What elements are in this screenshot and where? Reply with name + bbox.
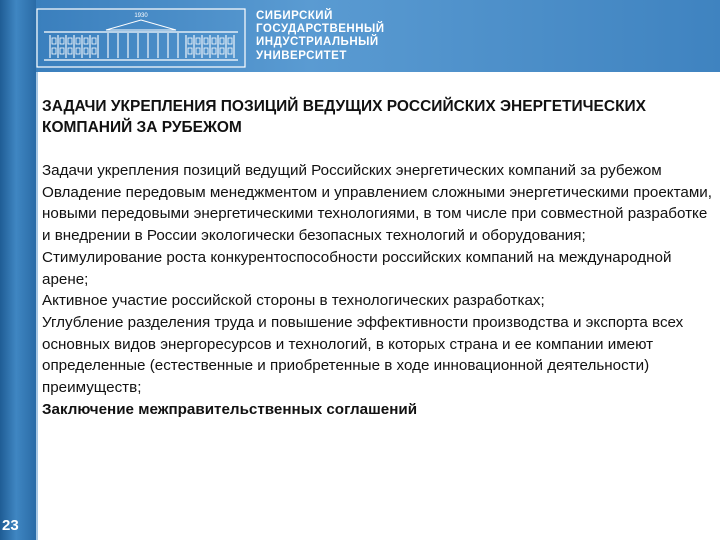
page-number: 23 [2,517,19,534]
left-sidebar-bar [0,0,36,540]
sidebar-divider [36,0,38,540]
body-paragraph: Стимулирование роста конкурентоспособности российских компаний на международной арене; [42,248,672,288]
body-paragraph: Активное участие российской стороны в технологических разработках; [42,292,545,310]
university-name-line-1: СИБИРСКИЙ [256,10,333,22]
body-paragraph-closing: Заключение межправительственных соглашений [42,400,418,418]
university-name-line-4: УНИВЕРСИТЕТ [256,49,347,62]
slide-title: ЗАДАЧИ УКРЕПЛЕНИЯ ПОЗИЦИЙ ВЕДУЩИХ РОССИЙСКИХ ЭНЕРГЕТИЧЕСКИХ КОМПАНИЙ ЗА РУБЕЖОМ [42,98,647,136]
body-paragraph: Задачи укрепления позиций ведущий Российских энергетических компаний за рубежом [42,162,662,179]
slide-body [42,160,712,420]
body-paragraph: Углубление разделения труда и повышение эффективности производства и экспорта всех основных видов энергоресурсов и технологий, в которых страна и ее компании имеют определенные (естественные и приобретенные в ходе инновационной деятельности) преимуществ; [42,313,684,397]
university-name-line-2: ГОСУДАРСТВЕННЫЙ [256,23,385,36]
university-name [256,10,456,63]
emblem-caption: 1930 [134,13,148,19]
university-name-line-3: ИНДУСТРИАЛЬНЫЙ [256,36,379,49]
body-paragraph: Овладение передовым менеджментом и управлением сложными энергетическими проектами, новыми передовыми энергетическими технологиями, в том числе при совместной разработке и внедрении в России экологически безопасных технологий и оборудования; [42,183,712,245]
university-building-emblem [36,8,246,68]
